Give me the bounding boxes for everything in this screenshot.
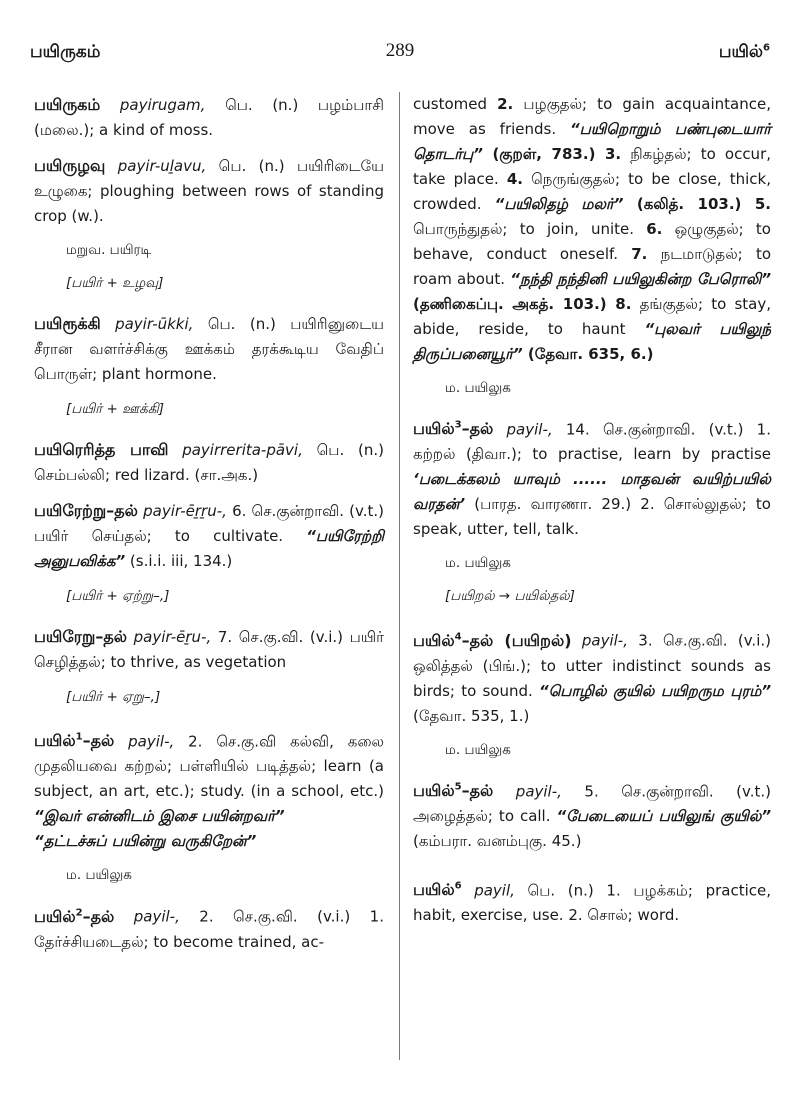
page-number: 289 — [385, 40, 415, 61]
definition: பெ. (n.) பயிரிடையே உழுகை; ploughing between rows of standing crop (w.). — [34, 157, 384, 225]
transliteration: payil, — [474, 881, 515, 900]
definition: 3. செ.கு.வி. (v.i.) ஒலித்தல் (பிங்.); to utter indistinct sounds as birds; to sound. — [413, 631, 771, 700]
cognate-note: ம. பயிலுக — [66, 867, 132, 884]
transliteration: payil-, — [506, 420, 553, 439]
left-guide-word: பயிருகம் — [30, 42, 101, 62]
right-guide-word — [719, 42, 770, 64]
definition: பெ. (n.) செம்பல்லி; red lizard. (சா.அக.) — [34, 441, 384, 484]
quotation: ‘படைக்கலம் யாவும் ...... மாதவன் வயிற்பயில் வரதன்’ — [413, 470, 771, 514]
etymology: [பயிர் + ஊக்கி] — [66, 401, 165, 417]
definition-text: நிகழ்தல்; to occur, take place. — [413, 145, 772, 188]
headword-suffix: –தல் — [461, 780, 494, 800]
entry-payil-1 — [34, 725, 384, 854]
headword — [34, 731, 114, 750]
right-column — [413, 92, 771, 938]
citation: (குறள், 783.) — [482, 145, 605, 163]
headword — [413, 631, 572, 650]
headword: பயிரெரித்த பாவி — [34, 440, 169, 459]
definition: 5. செ.குன்றாவி. (v.t.) அழைத்தல்; to call. — [413, 781, 771, 825]
cognate-note: ம. பயிலுக — [445, 741, 511, 758]
right-guide-sup: 6 — [763, 42, 770, 54]
definition-text: நெருங்குதல்; to be close, thick, crowded. — [413, 170, 771, 213]
entry-payireritha-paavi — [34, 437, 384, 488]
quotation: “பயிரேற்றி அனுபவிக்க” — [34, 527, 384, 570]
page-header — [30, 42, 770, 72]
headword-suffix: –தல் — [82, 906, 115, 926]
transliteration: payir-ēṟu-, — [133, 628, 212, 646]
definition: 2. செ.கு.வி கல்வி, கலை முதலியவை கற்றல்; பள்ளியில் படித்தல்; learn (a subject, an art, etc.); study. (in a school, etc.) — [34, 732, 384, 801]
quotation: “பேடையைப் பயிலுங் குயில்” — [556, 806, 771, 825]
left-column — [34, 92, 384, 965]
entry-payirukki — [34, 311, 384, 387]
citation: (கம்பரா. வனம்புகு. 45.) — [413, 831, 582, 850]
homonym-number: 6 — [454, 880, 462, 892]
headword: பயிரேறு–தல் — [34, 627, 128, 646]
headword — [413, 880, 462, 899]
citation: (s.i.i. iii, 134.) — [125, 552, 233, 570]
headword-root: பயில் — [413, 630, 455, 650]
transliteration: payir-ēṟṟu-, — [143, 502, 227, 520]
quotation: “தட்டச்சுப் பயின்று வருகிறேன்” — [34, 832, 257, 851]
entry-payireru — [34, 624, 384, 675]
definition-text: தங்குதல்; to stay, abide, reside, to haunt — [413, 295, 772, 338]
quotation: “பயிறொறும் பண்புடையார் தொடர்பு” — [413, 120, 771, 163]
headword-root: பயில் — [34, 906, 76, 926]
citation: (கலித். 103.) — [623, 195, 755, 213]
quotation: “புலவர் பயிலுந் திருப்பனையூர்” — [413, 320, 771, 363]
headword: பயிரூக்கி — [34, 314, 101, 333]
entry-payiruzhavu — [34, 153, 384, 229]
definition-text: customed — [413, 95, 498, 113]
definition: (பாரத. வாரணா. 29.) 2. சொல்லுதல்; to speak, utter, tell, talk. — [413, 495, 771, 539]
etymology: [பயிறல் → பயில்தல்] — [445, 588, 575, 605]
entry-payil-5 — [413, 775, 771, 854]
definition-text: பொருந்துதல்; to join, unite. — [413, 220, 647, 238]
headword: பயிரேற்று–தல் — [34, 501, 138, 520]
headword-root: பயில் — [413, 780, 455, 800]
homonym-number: 1 — [75, 732, 83, 743]
homonym-number: 2 — [75, 907, 83, 919]
definition: பெ. (n.) 1. பழக்கம்; practice, habit, exercise, use. 2. சொல்; word. — [413, 881, 771, 925]
quotation: “பொழில் குயில் பயிறரும புரம்” — [538, 681, 771, 700]
headword-root: பயில் — [413, 419, 455, 439]
citation: (தேவா. 635, 6.) — [522, 345, 654, 363]
entry-payil-4 — [413, 624, 771, 728]
entry-payil-3 — [413, 413, 771, 542]
citation: (தணிகைப்பு. அகத். 103.) — [413, 295, 616, 313]
homonym-number: 5 — [454, 781, 462, 793]
entry-payil-2 — [34, 900, 384, 954]
column-divider — [399, 92, 400, 1060]
etymology: [பயிர் + ஏறு–,] — [66, 689, 161, 705]
definition: பெ. (n.) பயிரினுடைய சீரான வளர்ச்சிக்கு ஊக்கம் தரக்கூடிய வேதிப் பொருள்; plant hormone. — [34, 315, 384, 383]
headword: பயிருழவு — [34, 156, 106, 175]
quotation: “பயிலிதழ் மலர்” — [494, 195, 624, 213]
headword-suffix: –தல் (பயிறல்) — [461, 630, 572, 650]
headword-root: பயில் — [413, 880, 455, 900]
transliteration: payirugam, — [119, 96, 206, 114]
definition: 14. செ.குன்றாவி. (v.t.) 1. கற்றல் (திவா.); to practise, learn by practise — [413, 420, 771, 464]
entry-payirugam — [34, 92, 384, 143]
sense-number: 3. — [605, 145, 622, 163]
definition-text: ஒழுகுதல்; to behave, conduct oneself. — [413, 220, 771, 263]
definition-text: பழகுதல்; to gain acquaintance, move as friends. — [413, 95, 771, 138]
citation: (தேவா. 535, 1.) — [413, 706, 530, 725]
transliteration: payil-, — [581, 631, 628, 650]
etymology: [பயிர் + உழவு] — [66, 275, 164, 291]
transliteration: payir-uḻavu, — [117, 157, 207, 175]
entry-payil-2-continued — [413, 92, 771, 367]
sense-number: 6. — [646, 220, 663, 238]
headword: பயிருகம் — [34, 95, 101, 114]
headword — [413, 419, 493, 438]
sense-number: 8. — [615, 295, 632, 313]
quotation: “இவர் என்னிடம் இசை பயின்றவர்” — [34, 807, 285, 826]
sense-number: 4. — [506, 170, 523, 188]
etymology: [பயிர் + ஏற்று–,] — [66, 588, 170, 604]
transliteration: payil-, — [128, 732, 175, 751]
headword-root: பயில் — [34, 731, 76, 751]
headword-suffix: –தல் — [82, 731, 115, 751]
headword-suffix: –தல் — [461, 419, 494, 439]
definition-text: நடமாடுதல்; to roam about. — [413, 245, 772, 288]
transliteration: payil-, — [133, 907, 180, 926]
definition: 6. செ.குன்றாவி. (v.t.) பயிர் செய்தல்; to cultivate. — [34, 502, 384, 545]
homonym-number: 3 — [454, 420, 462, 431]
headword — [34, 907, 114, 926]
definition: பெ. (n.) பழம்பாசி (மலை.); a kind of moss. — [34, 96, 384, 139]
transliteration: payirrerita-pāvi, — [182, 441, 303, 459]
entry-payil-6 — [413, 874, 771, 928]
cognate-note: ம. பயிலுக — [445, 380, 511, 396]
right-guide-text: பயில் — [718, 42, 764, 62]
definition: 7. செ.கு.வி. (v.i.) பயிர் செழித்தல்; to thrive, as vegetation — [34, 628, 384, 671]
transliteration: payir-ūkki, — [115, 315, 194, 333]
homonym-number: 4 — [454, 631, 462, 643]
quotation: “நந்தி நந்தினி பயிலுகின்ற பேரொலி” — [510, 270, 772, 288]
sense-number: 5. — [754, 195, 771, 213]
definition: 2. செ.கு.வி. (v.i.) 1. தேர்ச்சியடைதல்; to become trained, ac- — [34, 907, 384, 951]
sense-number: 2. — [497, 95, 514, 113]
transliteration: payil-, — [515, 781, 562, 800]
headword — [413, 781, 493, 800]
sense-number: 7. — [631, 245, 648, 263]
synonym-note: மறுவ. பயிரடி — [66, 242, 152, 258]
cognate-note: ம. பயிலுக — [445, 555, 511, 572]
entry-payiretru — [34, 498, 384, 574]
